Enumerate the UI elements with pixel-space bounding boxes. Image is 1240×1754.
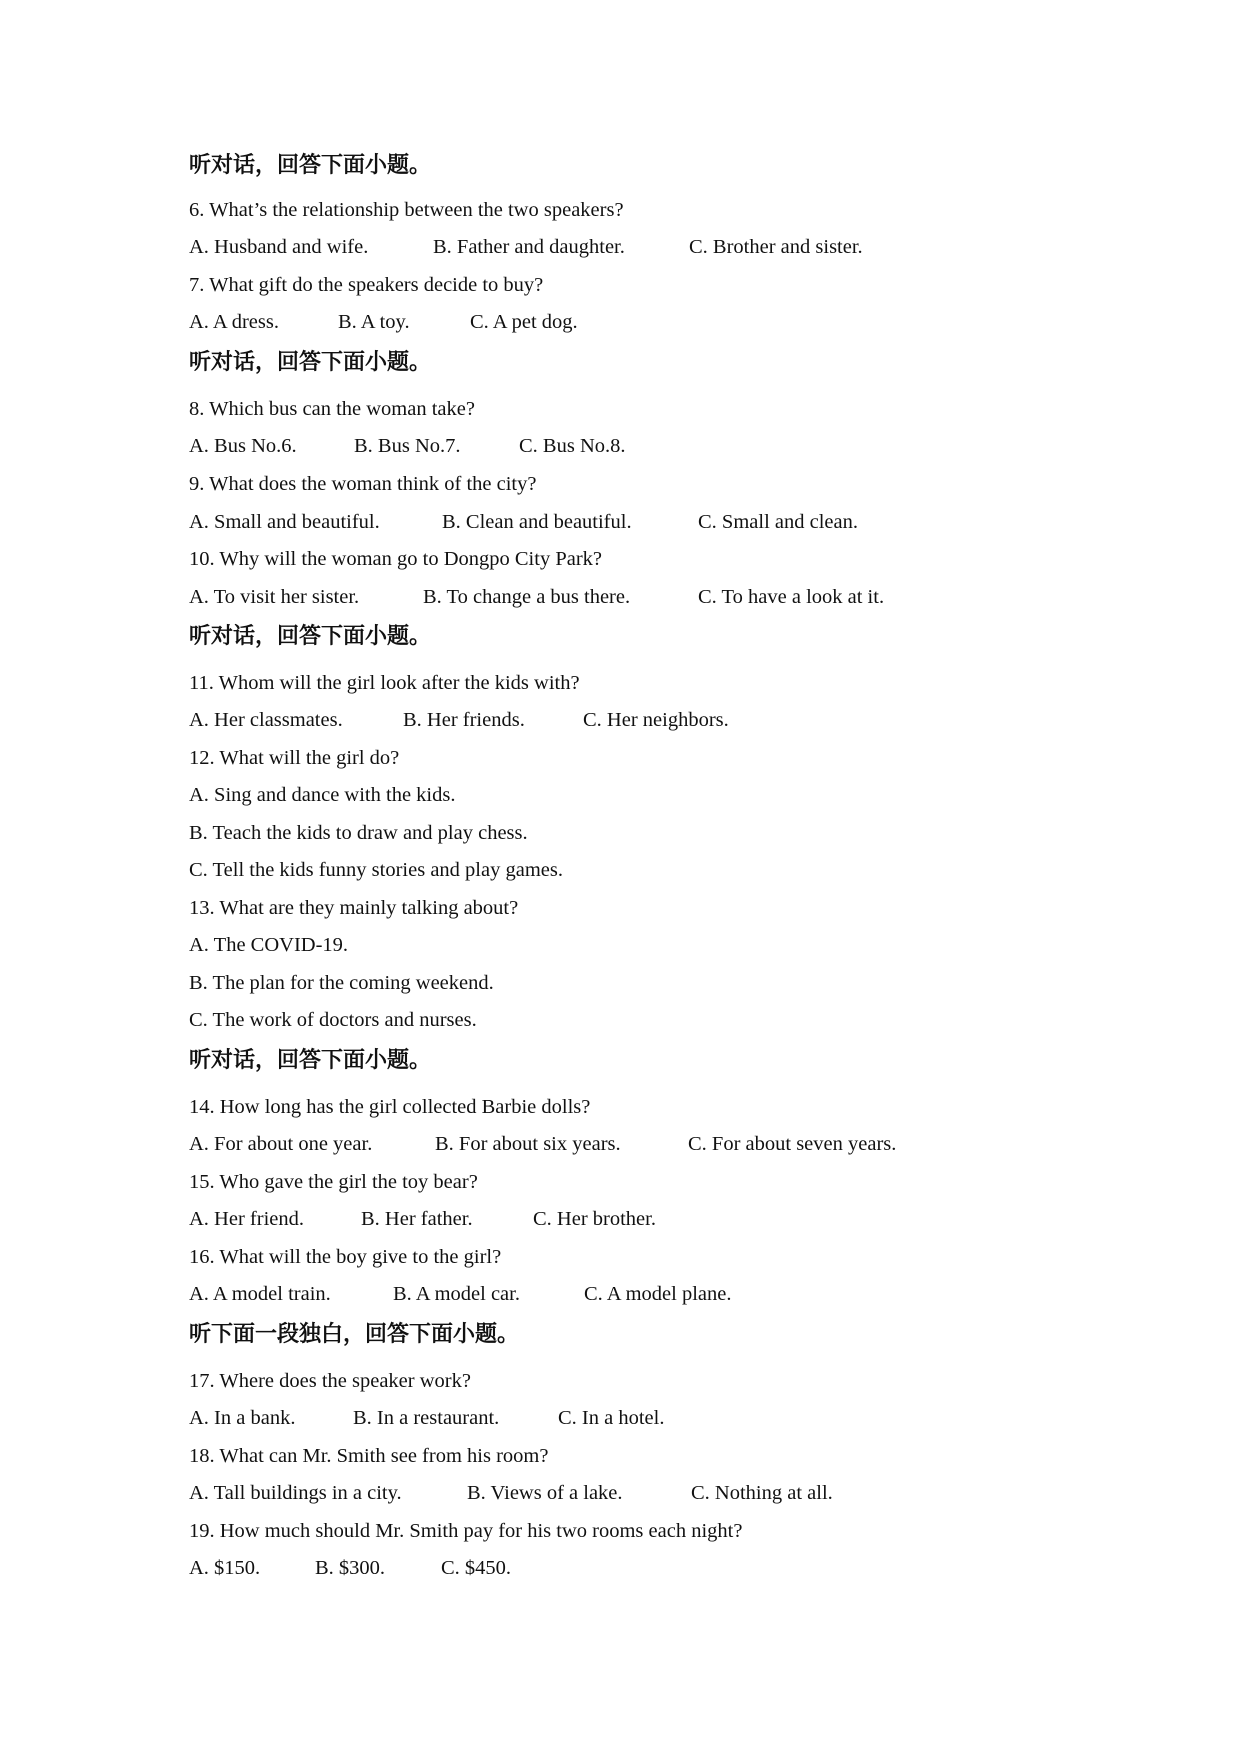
option-b: B. Father and daughter. [433,236,625,258]
option-c: C. Her brother. [533,1208,656,1230]
question-13-option-a: A. The COVID-19. [189,934,349,956]
question-15: 15. Who gave the girl the toy bear? [189,1171,478,1193]
option-a: A. Small and beautiful. [189,511,380,533]
section-heading: 听对话，回答下面小题。 [189,350,432,375]
option-c: C. Her neighbors. [583,709,729,731]
question-12-option-a: A. Sing and dance with the kids. [189,784,456,806]
option-c: C. A model plane. [584,1283,732,1305]
option-c: C. $450. [441,1557,512,1579]
option-c: C. A pet dog. [470,311,578,333]
section-heading: 听下面一段独白，回答下面小题。 [189,1322,520,1347]
option-a: A. In a bank. [189,1407,296,1429]
option-a: A. Husband and wife. [189,236,369,258]
question-17: 17. Where does the speaker work? [189,1370,471,1392]
option-a: A. A dress. [189,311,279,333]
question-12: 12. What will the girl do? [189,747,400,769]
question-11: 11. Whom will the girl look after the kids with? [189,672,580,694]
option-b: B. For about six years. [435,1133,621,1155]
question-13-option-c: C. The work of doctors and nurses. [189,1009,477,1031]
question-14: 14. How long has the girl collected Barbie dolls? [189,1096,591,1118]
option-a: A. A model train. [189,1283,331,1305]
question-13-option-b: B. The plan for the coming weekend. [189,972,494,994]
option-a: A. To visit her sister. [189,586,360,608]
option-b: B. Her friends. [403,709,525,731]
option-c: C. Brother and sister. [689,236,863,258]
option-c: C. Bus No.8. [519,435,626,457]
question-12-option-c: C. Tell the kids funny stories and play games. [189,859,563,881]
option-a: A. Her friend. [189,1208,304,1230]
option-b: B. A toy. [338,311,410,333]
option-c: C. Nothing at all. [691,1482,833,1504]
option-a: A. Tall buildings in a city. [189,1482,402,1504]
option-b: B. Clean and beautiful. [442,511,632,533]
option-c: C. For about seven years. [688,1133,897,1155]
option-c: C. Small and clean. [698,511,858,533]
question-6: 6. What’s the relationship between the two speakers? [189,199,624,221]
option-b: B. A model car. [393,1283,520,1305]
option-b: B. $300. [315,1557,386,1579]
option-b: B. Views of a lake. [467,1482,623,1504]
option-b: B. To change a bus there. [423,586,631,608]
question-19: 19. How much should Mr. Smith pay for his two rooms each night? [189,1520,743,1542]
section-heading: 听对话，回答下面小题。 [189,624,432,649]
option-a: A. For about one year. [189,1133,373,1155]
section-heading: 听对话，回答下面小题。 [189,153,432,178]
option-b: B. Her father. [361,1208,473,1230]
option-c: C. In a hotel. [558,1407,665,1429]
option-b: B. In a restaurant. [353,1407,500,1429]
question-7: 7. What gift do the speakers decide to buy? [189,274,544,296]
option-a: A. Bus No.6. [189,435,297,457]
option-b: B. Bus No.7. [354,435,461,457]
option-c: C. To have a look at it. [698,586,885,608]
option-a: A. Her classmates. [189,709,343,731]
question-12-option-b: B. Teach the kids to draw and play chess. [189,822,528,844]
question-16: 16. What will the boy give to the girl? [189,1246,502,1268]
question-13: 13. What are they mainly talking about? [189,897,519,919]
option-a: A. $150. [189,1557,261,1579]
question-8: 8. Which bus can the woman take? [189,398,475,420]
question-9: 9. What does the woman think of the city? [189,473,537,495]
question-18: 18. What can Mr. Smith see from his room? [189,1445,549,1467]
question-10: 10. Why will the woman go to Dongpo City Park? [189,548,603,570]
section-heading: 听对话，回答下面小题。 [189,1048,432,1073]
